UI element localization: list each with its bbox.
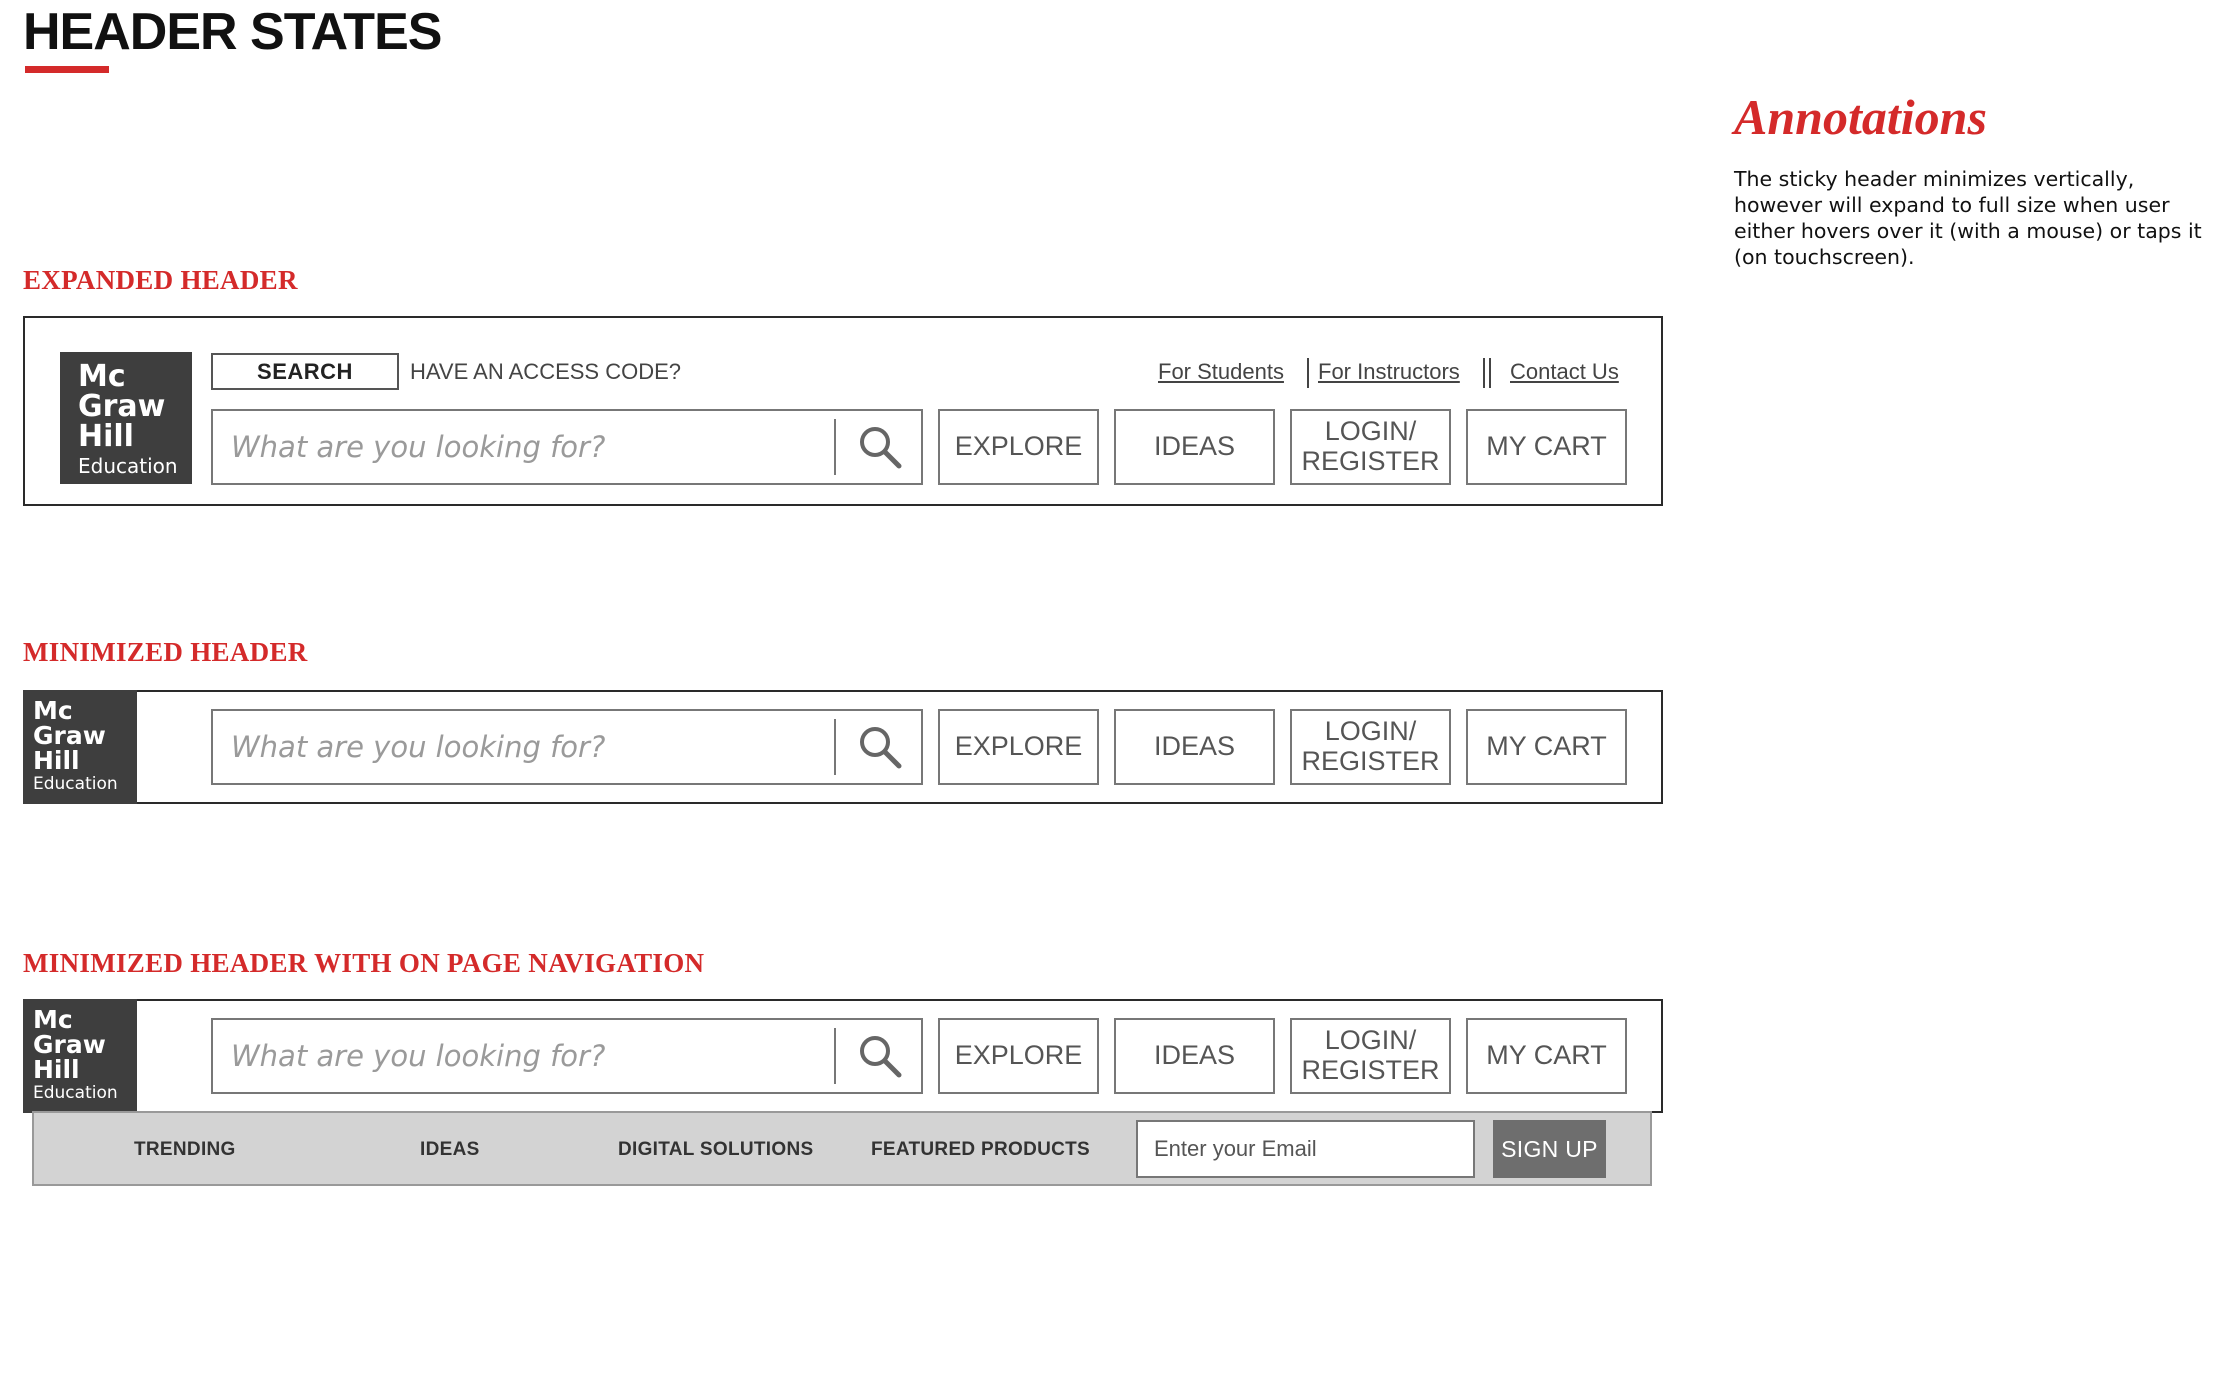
logo-line-education: Education (33, 1083, 118, 1103)
register-label: REGISTER (1301, 446, 1440, 476)
ideas-button[interactable]: IDEAS (1114, 1018, 1275, 1094)
login-register-button[interactable] (1290, 709, 1451, 785)
utility-separator (1307, 358, 1309, 388)
ideas-button[interactable]: IDEAS (1114, 709, 1275, 785)
logo-line-education: Education (33, 774, 118, 794)
contact-us-link[interactable]: Contact Us (1510, 359, 1619, 384)
logo[interactable] (23, 690, 137, 804)
logo-line-graw: Graw (78, 389, 166, 424)
logo-line-mc: Mc (33, 696, 73, 725)
sign-up-button[interactable]: SIGN UP (1493, 1120, 1606, 1178)
explore-button[interactable]: EXPLORE (938, 1018, 1099, 1094)
logo[interactable] (60, 352, 192, 484)
search-box (211, 409, 923, 485)
search-icon (857, 424, 903, 470)
logo-line-mc: Mc (33, 1005, 73, 1034)
utility-separator (1489, 358, 1491, 388)
my-cart-button[interactable]: MY CART (1466, 709, 1627, 785)
section-label-expanded: EXPANDED HEADER (23, 265, 298, 295)
logo-line-mc: Mc (78, 359, 126, 394)
login-register-button[interactable] (1290, 409, 1451, 485)
logo-line-hill: Hill (78, 419, 134, 454)
minimized-header (23, 690, 1663, 804)
expanded-header (23, 316, 1663, 506)
search-divider (834, 419, 836, 475)
explore-button[interactable]: EXPLORE (938, 709, 1099, 785)
login-label: LOGIN/ (1324, 716, 1417, 747)
logo[interactable] (23, 999, 137, 1113)
email-input[interactable]: Enter your Email (1136, 1120, 1475, 1178)
my-cart-button[interactable]: MY CART (1466, 1018, 1627, 1094)
search-icon (857, 1033, 903, 1079)
section-label-minimized: MINIMIZED HEADER (23, 637, 308, 667)
search-button[interactable] (839, 1020, 921, 1092)
ideas-button[interactable]: IDEAS (1114, 409, 1275, 485)
search-button[interactable] (839, 711, 921, 783)
for-students-link[interactable]: For Students (1158, 359, 1284, 384)
onpage-link-ideas[interactable]: IDEAS (420, 1139, 480, 1160)
search-icon (857, 724, 903, 770)
search-box (211, 709, 923, 785)
register-label: REGISTER (1301, 1055, 1440, 1085)
logo-line-graw: Graw (33, 1030, 106, 1059)
search-input[interactable]: What are you looking for? (231, 1039, 606, 1073)
annotations-title: Annotations (1734, 89, 1987, 145)
minimized-header-with-nav (23, 999, 1663, 1113)
annotations-body: The sticky header minimizes vertically, however will expand to full size when user either hovers over it (with a mouse) or taps it (on touchscreen). (1734, 167, 2202, 269)
login-label: LOGIN/ (1324, 1025, 1417, 1056)
logo-line-education: Education (78, 454, 178, 478)
my-cart-button[interactable]: MY CART (1466, 409, 1627, 485)
onpage-link-digital-solutions[interactable]: DIGITAL SOLUTIONS (618, 1139, 814, 1160)
section-label-minimized-nav: MINIMIZED HEADER WITH ON PAGE NAVIGATION (23, 948, 705, 978)
title-underline (25, 66, 109, 73)
onpage-link-featured-products[interactable]: FEATURED PRODUCTS (871, 1139, 1091, 1160)
utility-separator (1483, 358, 1485, 388)
login-register-button[interactable] (1290, 1018, 1451, 1094)
search-box (211, 1018, 923, 1094)
search-input[interactable]: What are you looking for? (231, 430, 606, 464)
explore-button[interactable]: EXPLORE (938, 409, 1099, 485)
logo-line-graw: Graw (33, 721, 106, 750)
page-title: HEADER STATES (23, 3, 442, 61)
login-label: LOGIN/ (1324, 416, 1417, 447)
on-page-navigation-bar (32, 1111, 1652, 1186)
logo-line-hill: Hill (33, 1055, 80, 1084)
for-instructors-link[interactable]: For Instructors (1318, 359, 1460, 384)
access-code-link[interactable]: HAVE AN ACCESS CODE? (410, 359, 682, 384)
search-button[interactable] (839, 411, 921, 483)
search-input[interactable]: What are you looking for? (231, 730, 606, 764)
logo-line-hill: Hill (33, 746, 80, 775)
register-label: REGISTER (1301, 746, 1440, 776)
search-divider (834, 719, 836, 775)
search-tab[interactable]: SEARCH (211, 353, 399, 390)
search-divider (834, 1028, 836, 1084)
onpage-link-trending[interactable]: TRENDING (134, 1139, 236, 1160)
